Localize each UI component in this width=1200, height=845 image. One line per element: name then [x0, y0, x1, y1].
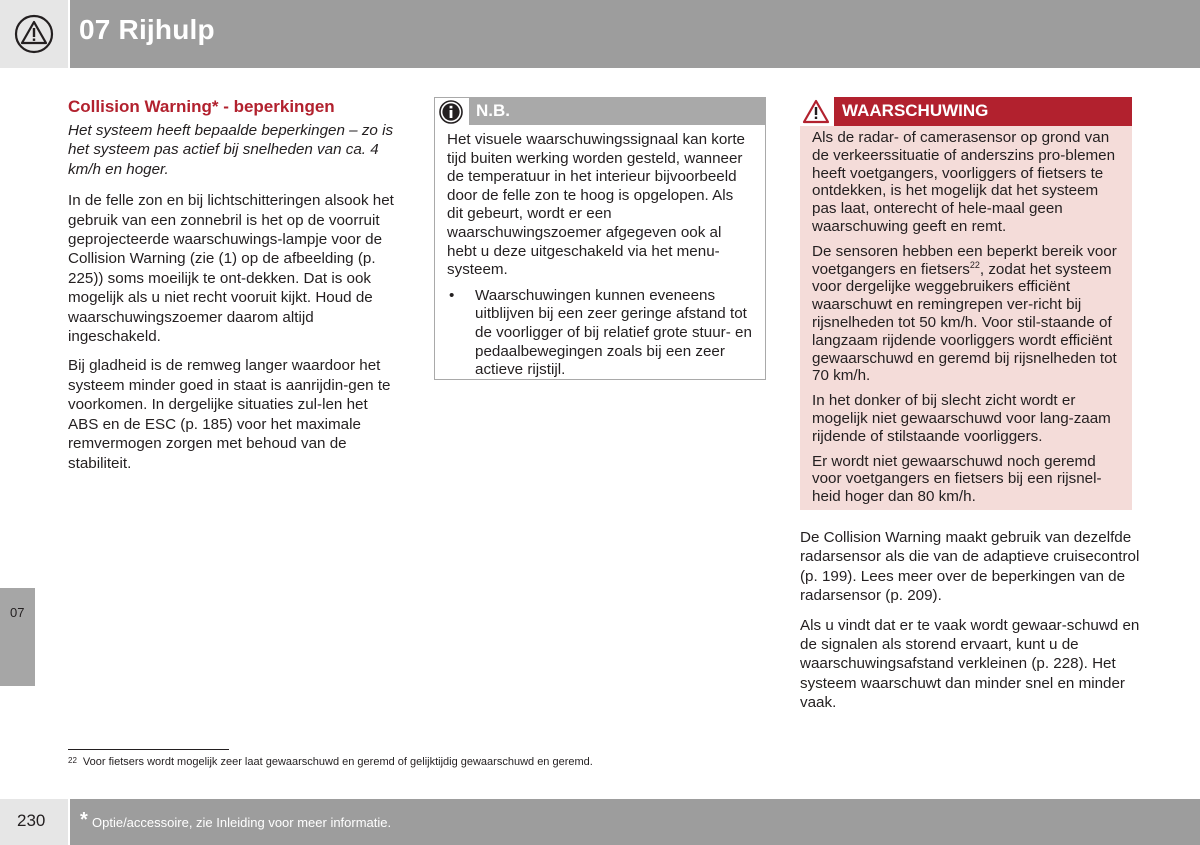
left-column — [68, 97, 400, 483]
note-bullet-text: Waarschuwingen kunnen eveneens uitblijven bij een zeer geringe afstand tot de voorligger of bij relatief grote stuur- en pedaalbewegingen zoals bij een zeer actieve rijstijl. — [475, 286, 752, 379]
warning-label: WAARSCHUWING — [842, 101, 989, 120]
chapter-side-tab-label: 07 — [10, 605, 25, 620]
warning-paragraph-2-start: De sensoren hebben een beperkt bereik voor voetgangers en fietsers — [812, 242, 1117, 278]
right-paragraph-2: Als u vindt dat er te vaak wordt gewaar-schuwd en de signalen als storend ervaart, kunt u de waarschuwingsafstand verkleinen (p. 228). Het systeem waarschuwt dan minder snel en minder vaak. — [800, 616, 1140, 712]
left-paragraph-2: Bij gladheid is de remweg langer waardoor het systeem minder goed in staat is aanrijdin-gen te voorkomen. In dergelijke situaties zul-len het ABS en de ESC (p. 185) voor het maximale remvermogen zorgen met behoud van de stabiliteit. — [68, 357, 391, 472]
footer-star: * — [80, 809, 88, 831]
warning-box — [800, 97, 1132, 510]
note-box-body — [435, 125, 765, 380]
warning-paragraph-2 — [812, 243, 1120, 385]
header-bar — [70, 0, 1200, 68]
note-bullet-item — [447, 287, 753, 380]
page-number: 230 — [17, 811, 46, 830]
section-intro: Het systeem heeft bepaalde beperkingen – zo is het systeem pas actief bij snelheden van ca. 4 km/h en hoger. — [68, 122, 394, 178]
chapter-title: 07 Rijhulp — [79, 14, 215, 45]
note-box-header — [435, 98, 765, 125]
note-label: N.B. — [476, 101, 510, 120]
right-paragraph-1: De Collision Warning maakt gebruik van dezelfde radarsensor als die van de adaptieve cruisecontrol (p. 199). Lees meer over de beperkingen van de radarsensor (p. 209). — [800, 529, 1140, 605]
left-paragraph-1: In de felle zon en bij lichtschitteringen alsook het gebruik van een zonnebril is het op de voorruit geprojecteerde waarschuwings-lampje voor de Collision Warning (zie (1) op de afbeelding (p. 225)) soms moeilijk te ont-dekken. Dat is ook mogelijk als u niet recht vooruit kijkt. Houd de waarschuwingszoemer daarom altijd ingeschakeld. — [68, 192, 394, 346]
note-box — [434, 97, 766, 380]
warning-box-body — [800, 126, 1132, 506]
warning-paragraph-4: Er wordt niet gewaarschuwd noch geremd voor voetgangers en fietsers bij een rijsnel-heid hoger dan 80 km/h. — [812, 452, 1102, 506]
note-icon-wrap — [435, 98, 469, 125]
warning-triangle-icon — [802, 99, 830, 124]
footer-text: Optie/accessoire, zie Inleiding voor meer informatie. — [92, 815, 392, 830]
footer-bar — [70, 799, 1200, 845]
warning-paragraph-2-end: , zodat het systeem voor dergelijke weggebruikers efficiënt waarschuwt en remingrepen ver-richt bij rijsnelheden tot 50 km/h. Voor stil-staande of langzaam rijdende voorliggers wordt efficiënt gewaarschuwd en geremd bij rijsnelheden tot 70 km/h. — [812, 260, 1117, 385]
info-icon — [439, 100, 463, 124]
footnote-number: 22 — [68, 756, 77, 765]
chapter-side-tab — [0, 588, 35, 686]
right-column — [800, 528, 1140, 723]
header-icon-box — [0, 0, 68, 68]
warning-paragraph-1: Als de radar- of camerasensor op grond van de verkeerssituatie of anderszins pro-blemen heeft voetgangers, voorliggers of fietsers te ontdekken, is het mogelijk dat het systeem pas laat, onterecht of hele-maal geen waarschuwing geeft en remt. — [812, 129, 1116, 235]
note-paragraph: Het visuele waarschuwingssignaal kan korte tijd buiten werking worden gesteld, wanneer de temperatuur in het interieur bijvoorbeeld door de felle zon te hoog is opgelopen. Als dit gebeurt, wordt er een waarschuwingszoemer afgegeven ook al hebt u deze uitgeschakeld via het menu-systeem. — [447, 131, 745, 279]
footnote — [68, 756, 593, 768]
footnote-divider — [68, 749, 229, 750]
footnote-reference[interactable]: 22 — [969, 259, 980, 270]
section-title: Collision Warning* - beperkingen — [68, 97, 335, 116]
page-number-box — [0, 799, 68, 845]
warning-triangle-icon — [14, 14, 54, 54]
bullet-dot: • — [449, 286, 455, 304]
warning-box-header — [800, 97, 1132, 126]
warning-paragraph-3: In het donker of bij slecht zicht wordt er mogelijk niet gewaarschuwd voor lang-zaam rijdende of stilstaande voorliggers. — [812, 392, 1111, 445]
footnote-text: Voor fietsers wordt mogelijk zeer laat gewaarschuwd en geremd of gelijktijdig gewaarschuwd en geremd. — [82, 756, 593, 768]
warning-icon-wrap — [800, 97, 834, 126]
